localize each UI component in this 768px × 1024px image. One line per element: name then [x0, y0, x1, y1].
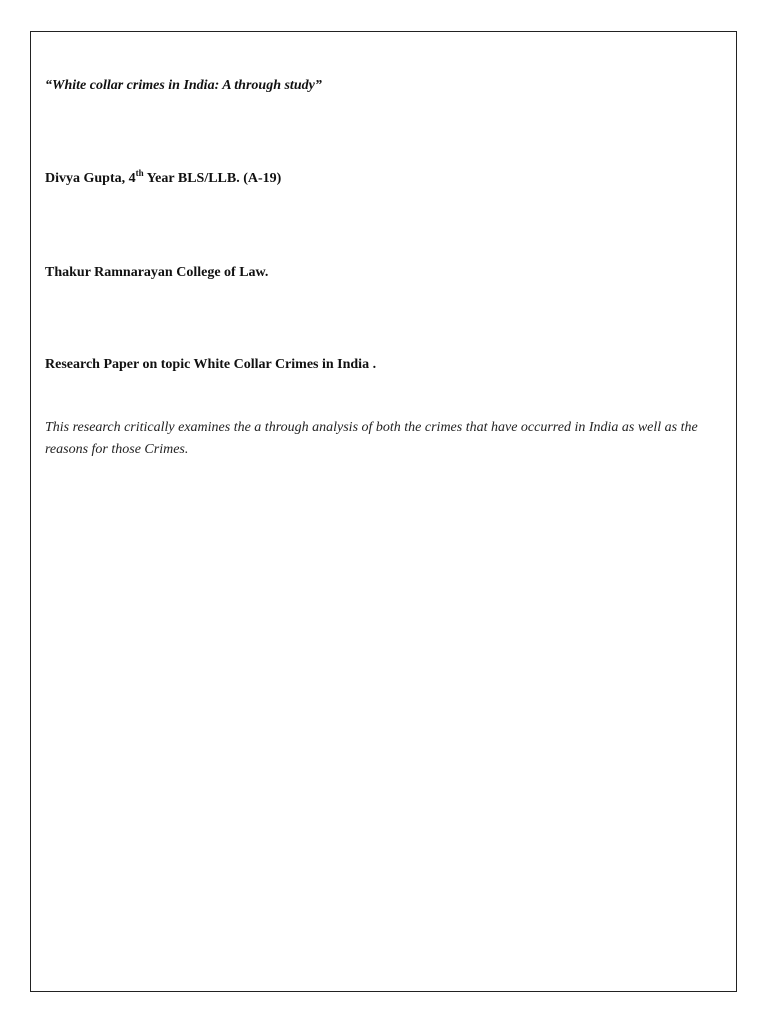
- abstract-text: This research critically examines the a through analysis of both the crimes that have occurred in India as well as the reasons for those Crimes.: [45, 420, 698, 457]
- author-year-course: Year BLS/LLB. (A-19): [143, 171, 282, 186]
- author-name: Divya Gupta, 4: [45, 171, 136, 186]
- college-name: Thakur Ramnarayan College of Law.: [45, 265, 269, 280]
- paper-topic: Research Paper on topic White Collar Crimes in India .: [45, 357, 377, 372]
- author-ordinal-superscript: th: [135, 168, 144, 178]
- author-line: [45, 168, 282, 187]
- paper-title: “White collar crimes in India: A through study”: [45, 78, 322, 93]
